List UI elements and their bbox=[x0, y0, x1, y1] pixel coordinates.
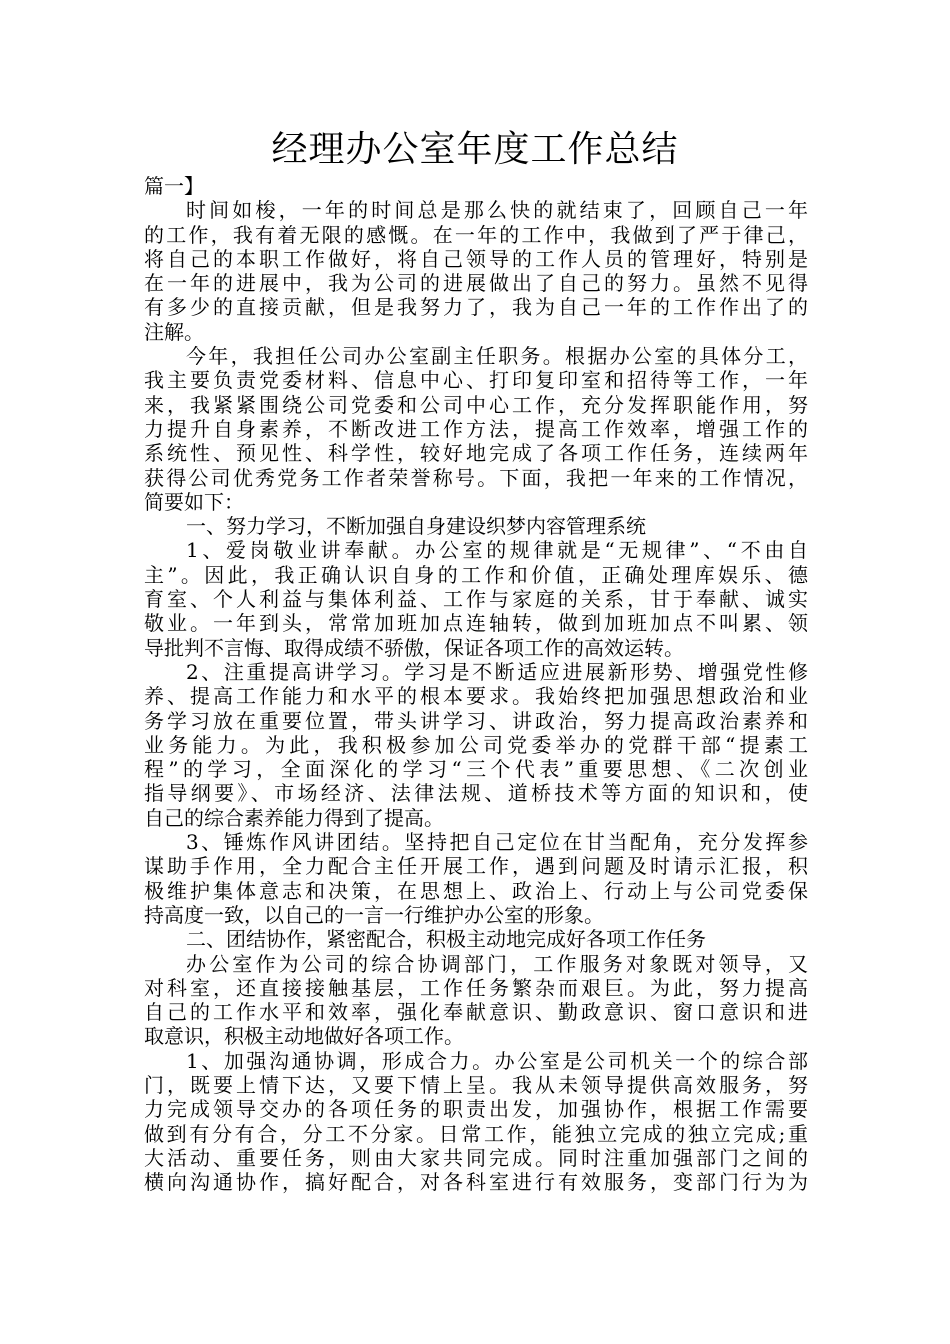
text-line: 力完成领导交办的各项任务的职责出发，加强协作，根据工作需要 bbox=[144, 1097, 808, 1122]
text-line: 篇一】 bbox=[144, 174, 204, 198]
text-line: 敬业。一年到头，常常加班加点连轴转，做到加班加点不叫累、领 bbox=[144, 611, 808, 636]
text-line: 门，既要上情下达，又要下情上呈。我从未领导提供高效服务，努 bbox=[144, 1072, 808, 1097]
text-line: 我主要负责党委材料、信息中心、打印复印室和招待等工作，一年 bbox=[144, 368, 808, 393]
text-line: 1、爱岗敬业讲奉献。办公室的规律就是“无规律”、“不由自 bbox=[186, 538, 808, 563]
text-line: 持高度一致，以自己的一言一行维护办公室的形象。 bbox=[144, 902, 604, 927]
text-line: 对科室，还直接接触基层，工作任务繁杂而艰巨。为此，努力提高 bbox=[144, 975, 808, 1000]
text-line: 自己的工作水平和效率，强化奉献意识、勤政意识、窗口意识和进 bbox=[144, 1000, 808, 1025]
text-line: 来，我紧紧围绕公司党委和公司中心工作，充分发挥职能作用，努 bbox=[144, 392, 808, 417]
text-line: 系统性、预见性、科学性，较好地完成了各项工作任务，连续两年 bbox=[144, 441, 808, 466]
text-line: 一、努力学习，不断加强自身建设织梦内容管理系统 bbox=[186, 514, 646, 539]
text-line: 育室、个人利益与集体利益、工作与家庭的关系，甘于奉献、诚实 bbox=[144, 587, 808, 612]
text-line: 注解。 bbox=[144, 319, 204, 344]
text-line: 养、提高工作能力和水平的根本要求。我始终把加强思想政治和业 bbox=[144, 684, 808, 709]
text-line: 力提升自身素养，不断改进工作方法，提高工作效率，增强工作的 bbox=[144, 416, 808, 441]
document-title: 经理办公室年度工作总结 bbox=[271, 129, 679, 170]
text-line: 简要如下： bbox=[144, 489, 244, 514]
text-line: 主”。因此，我正确认识自身的工作和价值，正确处理库娱乐、德 bbox=[144, 562, 808, 587]
text-line: 今年，我担任公司办公室副主任职务。根据办公室的具体分工， bbox=[186, 344, 808, 369]
text-line: 3、锤炼作风讲团结。坚持把自己定位在甘当配角，充分发挥参 bbox=[186, 830, 808, 855]
text-line: 有多少的直接贡献，但是我努力了，我为自己一年的工作作出了的 bbox=[144, 295, 808, 320]
text-line: 2、注重提高讲学习。学习是不断适应进展新形势、增强党性修 bbox=[186, 659, 808, 684]
text-line: 大活动、重要任务，则由大家共同完成。同时注重加强部门之间的 bbox=[144, 1145, 808, 1170]
text-line: 谋助手作用，全力配合主任开展工作，遇到问题及时请示汇报，积 bbox=[144, 854, 808, 879]
text-line: 办公室作为公司的综合协调部门，工作服务对象既对领导，又 bbox=[186, 951, 808, 976]
text-line: 将自己的本职工作做好，将自己领导的工作人员的管理好，特别是 bbox=[144, 246, 808, 271]
text-line: 务学习放在重要位置，带头讲学习、讲政治，努力提高政治素养和 bbox=[144, 708, 808, 733]
text-line: 导批判不言悔、取得成绩不骄傲，保证各项工作的高效运转。 bbox=[144, 635, 684, 660]
text-line: 指导纲要》、市场经济、法律法规、道桥技术等方面的知识和，使 bbox=[144, 781, 808, 806]
text-line: 自己的综合素养能力得到了提高。 bbox=[144, 805, 444, 830]
text-line: 极维护集体意志和决策，在思想上、政治上、行动上与公司党委保 bbox=[144, 878, 808, 903]
text-line: 横向沟通协作，搞好配合，对各科室进行有效服务，变部门行为为 bbox=[144, 1170, 808, 1195]
text-line: 做到有分有合，分工不分家。日常工作，能独立完成的独立完成;重 bbox=[144, 1121, 808, 1146]
document-body bbox=[144, 174, 808, 1194]
text-line: 获得公司优秀党务工作者荣誉称号。下面，我把一年来的工作情况， bbox=[144, 465, 808, 490]
text-line: 的工作，我有着无限的感慨。在一年的工作中，我做到了严于律己， bbox=[144, 222, 808, 247]
text-line: 二、团结协作，紧密配合，积极主动地完成好各项工作任务 bbox=[186, 927, 706, 952]
text-line: 1、加强沟通协调，形成合力。办公室是公司机关一个的综合部 bbox=[186, 1048, 808, 1073]
text-line: 取意识，积极主动地做好各项工作。 bbox=[144, 1024, 464, 1049]
text-line: 时间如梭，一年的时间总是那么快的就结束了，回顾自己一年 bbox=[186, 198, 808, 223]
text-line: 程”的学习，全面深化的学习“三个代表”重要思想、《二次创业 bbox=[144, 757, 808, 782]
text-line: 业务能力。为此，我积极参加公司党委举办的党群干部“提素工 bbox=[144, 732, 808, 757]
text-line: 在一年的进展中，我为公司的进展做出了自己的努力。虽然不见得 bbox=[144, 271, 808, 296]
